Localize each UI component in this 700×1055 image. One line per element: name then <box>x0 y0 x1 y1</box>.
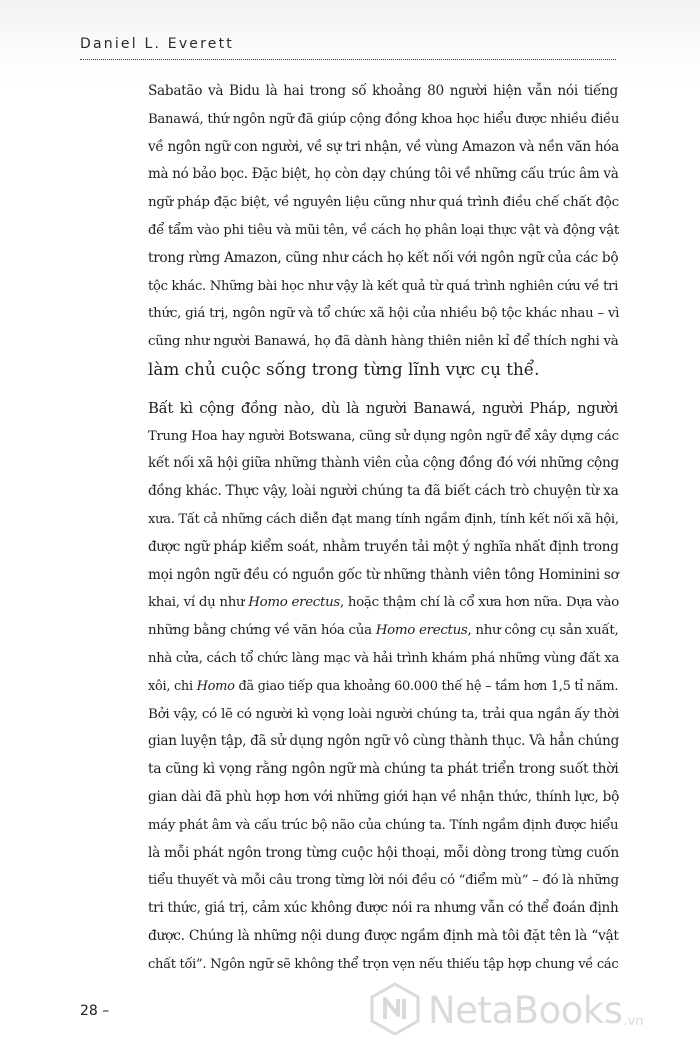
text-line: mọi ngôn ngữ đều có nguồn gốc từ những thành viên tông Hominini sơ <box>148 566 619 583</box>
netabooks-logo-icon <box>368 981 422 1039</box>
text-line: Banawá, thứ ngôn ngữ đã giúp cộng đồng khoa học hiểu được nhiều điều <box>148 111 620 127</box>
text-line: về ngôn ngữ con người, về sự tri nhận, về vùng Amazon và nền văn hóa <box>148 138 619 155</box>
text-line: máy phát âm và cấu trúc bộ não của chúng ta. Tính ngầm định được hiểu <box>148 817 619 833</box>
text-line: mà nó bảo bọc. Đặc biệt, họ còn dạy chúng tôi về những cấu trúc âm và <box>148 166 619 183</box>
page-number: 28 – <box>80 1003 110 1019</box>
header-dotted-rule <box>80 59 616 60</box>
text-line: cũng như người Banawá, họ đã dành hàng thiên niên kỉ để thích nghi và <box>148 334 619 350</box>
text-line: khai, ví dụ như Homo erectus, hoặc thậm chí là cổ xưa hơn nữa. Dựa vào <box>148 595 619 611</box>
text-line: đồng khác. Thực vậy, loài người chúng ta đã biết cách trò chuyện từ xa <box>148 483 619 500</box>
text-line: để tẩm vào phi tiêu và mũi tên, về cách họ phân loại thực vật và động vật <box>148 222 619 238</box>
text-line: là mỗi phát ngôn trong từng cuộc hội thoại, mỗi dòng trong từng cuốn <box>148 844 619 861</box>
running-header-author: Daniel L. Everett <box>80 36 234 52</box>
text-line: tộc khác. Những bài học như vậy là kết quả từ quá trình nghiên cứu về tri <box>148 278 618 294</box>
text-line: Trung Hoa hay người Botswana, cũng sử dụng ngôn ngữ để xây dựng các <box>148 428 619 444</box>
paragraph-2 <box>124 395 618 979</box>
text-line: Bất kì cộng đồng nào, dù là người Banawá, người Pháp, người <box>148 398 618 417</box>
text-line: xôi, chi Homo đã giao tiếp qua khoảng 60.000 thế hệ – tầm hơn 1,5 tỉ năm. <box>148 678 619 694</box>
body-text <box>124 78 618 979</box>
netabooks-watermark <box>368 982 692 1038</box>
text-line: Bởi vậy, có lẽ có người kì vọng loài người chúng ta, trải qua ngần ấy thời <box>148 705 619 722</box>
text-line: kết nối xã hội giữa những thành viên của cộng đồng đó với những cộng <box>148 455 619 472</box>
text-line: trong rừng Amazon, cũng như cách họ kết nối với ngôn ngữ của các bộ <box>148 249 619 266</box>
text-line: ta cũng kì vọng rằng ngôn ngữ mà chúng ta phát triển trong suốt thời <box>148 761 619 778</box>
text-line: những bằng chứng về văn hóa của Homo erectus, như công cụ sản xuất, <box>148 623 619 639</box>
text-line: gian dài đã phù hợp hơn với những giới hạn về nhận thức, thính lực, bộ <box>148 788 620 805</box>
text-line: ngữ pháp đặc biệt, về nguyên liệu cũng như quá trình điều chế chất độc <box>148 195 619 211</box>
text-line: chất tối”. Ngôn ngữ sẽ không thể trọn vẹn nếu thiếu tập hợp chung về các <box>148 956 619 972</box>
text-line: thức, giá trị, ngôn ngữ và tổ chức xã hội của nhiều bộ tộc khác nhau – vì <box>148 305 620 322</box>
text-line: nhà cửa, cách tổ chức làng mạc và hải trình khám phá những vùng đất xa <box>148 650 620 666</box>
text-line: xưa. Tất cả những cách diễn đạt mang tính ngầm định, tính kết nối xã hội, <box>148 511 619 527</box>
text-line: được. Chúng là những nội dung được ngầm định mà tôi đặt tên là “vật <box>148 927 619 944</box>
paragraph-1 <box>124 78 618 384</box>
text-line: làm chủ cuộc sống trong từng lĩnh vực cụ thể. <box>148 358 540 379</box>
text-line: Sabatão và Bidu là hai trong số khoảng 80 người hiện vẫn nói tiếng <box>148 83 618 99</box>
text-line: được ngữ pháp kiểm soát, nhằm truyền tải một ý nghĩa nhất định trong <box>148 538 619 555</box>
text-line: tri thức, giá trị, cảm xúc không được nói ra nhưng vẫn có thể đoán định <box>148 900 619 917</box>
watermark-brand: NetaBooks <box>428 988 623 1032</box>
watermark-suffix: .vn <box>623 1014 644 1029</box>
text-line: tiểu thuyết và mỗi câu trong từng lời nói đều có “điểm mù” – đó là những <box>148 873 619 889</box>
text-line: gian luyện tập, đã sử dụng ngôn ngữ vô cùng thành thục. Và hẳn chúng <box>148 733 619 750</box>
